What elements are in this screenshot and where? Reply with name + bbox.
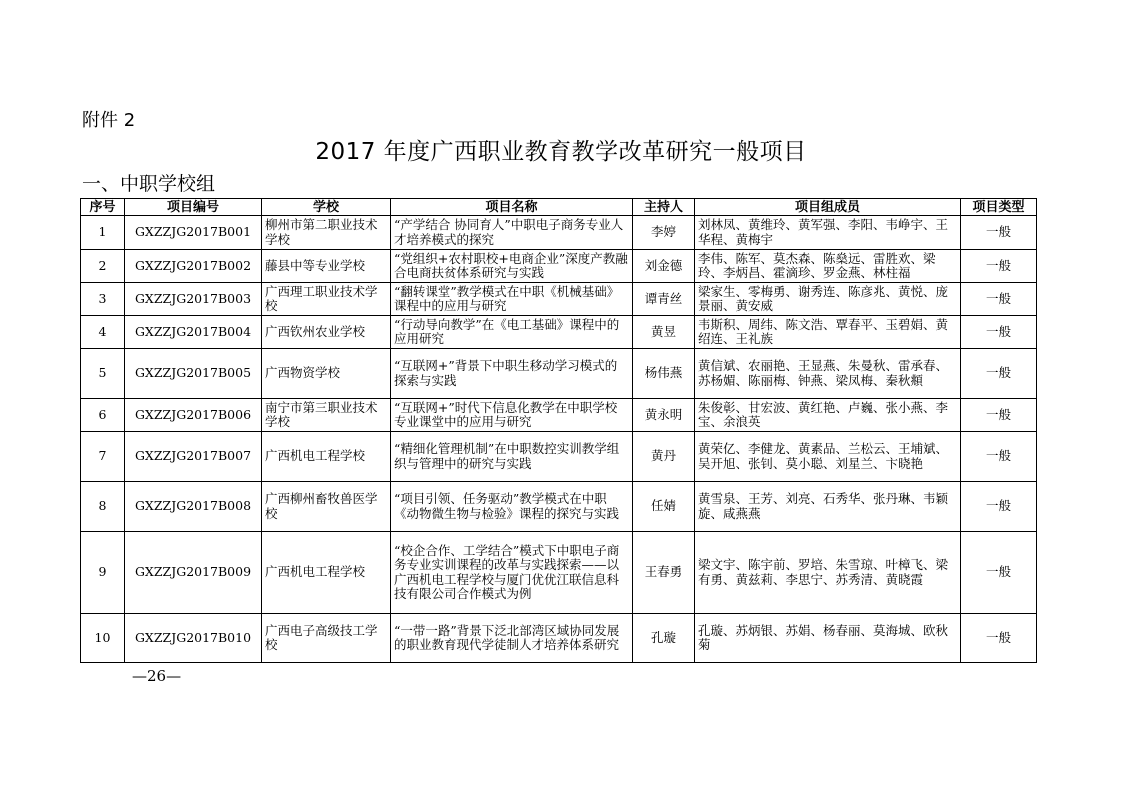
cell-members: 黄信斌、农丽艳、王显燕、朱曼秋、雷承春、苏杨媚、陈丽梅、钟燕、梁凤梅、秦秋頫 (695, 349, 961, 399)
cell-members: 黄荣亿、李健龙、黄素品、兰松云、王埔斌、吴开旭、张钊、莫小聪、刘星兰、卞晓艳 (695, 432, 961, 482)
table-row (81, 283, 1037, 316)
cell-no: 10 (81, 614, 125, 663)
cell-type: 一般 (961, 250, 1037, 283)
cell-members: 李伟、陈军、莫杰森、陈燊远、雷胜欢、梁玲、李炳昌、霍滴珍、罗金燕、林柱福 (695, 250, 961, 283)
table-header-row (81, 199, 1037, 216)
cell-school: 柳州市第二职业技术学校 (262, 216, 391, 250)
cell-no: 8 (81, 482, 125, 532)
cell-members: 朱俊彰、甘宏波、黄红艳、卢巍、张小燕、李宝、余浪英 (695, 399, 961, 432)
cell-code: GXZZJG2017B003 (125, 283, 262, 316)
table-row (81, 432, 1037, 482)
cell-no: 2 (81, 250, 125, 283)
cell-school: 广西物资学校 (262, 349, 391, 399)
header-school: 学校 (262, 199, 391, 216)
cell-name: “互联网+”背景下中职生移动学习模式的探索与实践 (391, 349, 633, 399)
page-number: —26— (132, 667, 182, 685)
cell-name: “项目引领、任务驱动”教学模式在中职《动物微生物与检验》课程的探究与实践 (391, 482, 633, 532)
cell-host: 王春勇 (633, 532, 695, 614)
header-type: 项目类型 (961, 199, 1037, 216)
cell-school: 广西钦州农业学校 (262, 316, 391, 349)
table-row (81, 250, 1037, 283)
cell-no: 9 (81, 532, 125, 614)
cell-type: 一般 (961, 349, 1037, 399)
cell-code: GXZZJG2017B004 (125, 316, 262, 349)
cell-host: 黄永明 (633, 399, 695, 432)
table-row (81, 399, 1037, 432)
cell-host: 李婷 (633, 216, 695, 250)
cell-members: 梁家生、零梅勇、谢秀连、陈彦兆、黄悦、庞景丽、黄安威 (695, 283, 961, 316)
cell-school: 广西理工职业技术学校 (262, 283, 391, 316)
cell-host: 黄丹 (633, 432, 695, 482)
cell-code: GXZZJG2017B010 (125, 614, 262, 663)
cell-host: 孔璇 (633, 614, 695, 663)
cell-host: 谭青丝 (633, 283, 695, 316)
cell-members: 黄雪泉、王芳、刘亮、石秀华、张丹琳、韦颖旋、咸燕燕 (695, 482, 961, 532)
section-title: 一、中职学校组 (82, 173, 216, 195)
cell-host: 任婧 (633, 482, 695, 532)
cell-school: 南宁市第三职业技术学校 (262, 399, 391, 432)
cell-no: 7 (81, 432, 125, 482)
cell-name: “一带一路”背景下泛北部湾区域协同发展的职业教育现代学徒制人才培养体系研究 (391, 614, 633, 663)
table-row (81, 216, 1037, 250)
cell-no: 1 (81, 216, 125, 250)
cell-type: 一般 (961, 316, 1037, 349)
cell-type: 一般 (961, 482, 1037, 532)
header-code: 项目编号 (125, 199, 262, 216)
cell-members: 刘林凤、黄维玲、黄军强、李阳、韦峥宇、王华程、黄梅宇 (695, 216, 961, 250)
table-row (81, 482, 1037, 532)
cell-members: 梁文宇、陈宇前、罗培、朱雪琼、叶樟飞、梁有勇、黄兹莉、李思宁、苏秀清、黄晓霞 (695, 532, 961, 614)
header-name: 项目名称 (391, 199, 633, 216)
header-members: 项目组成员 (695, 199, 961, 216)
cell-code: GXZZJG2017B001 (125, 216, 262, 250)
cell-name: “党组织+农村职校+电商企业”深度产教融合电商扶贫体系研究与实践 (391, 250, 633, 283)
cell-type: 一般 (961, 399, 1037, 432)
attachment-label: 附件 2 (82, 110, 136, 131)
cell-type: 一般 (961, 432, 1037, 482)
cell-members: 韦斯积、周纬、陈文浩、覃春平、玉碧娟、黄绍连、王礼族 (695, 316, 961, 349)
cell-type: 一般 (961, 216, 1037, 250)
cell-code: GXZZJG2017B005 (125, 349, 262, 399)
cell-name: “校企合作、工学结合”模式下中职电子商务专业实训课程的改革与实践探索——以广西机电工程学校与厦门优优江联信息科技有限公司合作模式为例 (391, 532, 633, 614)
cell-name: “翻转课堂”教学模式在中职《机械基础》课程中的应用与研究 (391, 283, 633, 316)
project-table (80, 198, 1037, 663)
header-host: 主持人 (633, 199, 695, 216)
cell-code: GXZZJG2017B002 (125, 250, 262, 283)
table-row (81, 349, 1037, 399)
cell-host: 刘金德 (633, 250, 695, 283)
table-row (81, 614, 1037, 663)
cell-no: 6 (81, 399, 125, 432)
cell-host: 黄昱 (633, 316, 695, 349)
cell-code: GXZZJG2017B009 (125, 532, 262, 614)
cell-name: “精细化管理机制”在中职数控实训教学组织与管理中的研究与实践 (391, 432, 633, 482)
cell-code: GXZZJG2017B006 (125, 399, 262, 432)
table-row (81, 316, 1037, 349)
cell-no: 3 (81, 283, 125, 316)
header-no: 序号 (81, 199, 125, 216)
cell-name: “互联网+”时代下信息化教学在中职学校专业课堂中的应用与研究 (391, 399, 633, 432)
cell-type: 一般 (961, 283, 1037, 316)
cell-no: 4 (81, 316, 125, 349)
cell-name: “行动导向教学”在《电工基础》课程中的应用研究 (391, 316, 633, 349)
cell-type: 一般 (961, 532, 1037, 614)
cell-name: “产学结合 协同育人”中职电子商务专业人才培养模式的探究 (391, 216, 633, 250)
cell-code: GXZZJG2017B007 (125, 432, 262, 482)
cell-school: 广西电子高级技工学校 (262, 614, 391, 663)
cell-school: 广西机电工程学校 (262, 532, 391, 614)
cell-school: 藤县中等专业学校 (262, 250, 391, 283)
cell-no: 5 (81, 349, 125, 399)
table-row (81, 532, 1037, 614)
document-title: 2017 年度广西职业教育教学改革研究一般项目 (315, 139, 807, 165)
cell-host: 杨伟燕 (633, 349, 695, 399)
cell-members: 孔璇、苏炳银、苏娟、杨春丽、莫海城、欧秋菊 (695, 614, 961, 663)
cell-school: 广西柳州畜牧兽医学校 (262, 482, 391, 532)
cell-type: 一般 (961, 614, 1037, 663)
cell-code: GXZZJG2017B008 (125, 482, 262, 532)
cell-school: 广西机电工程学校 (262, 432, 391, 482)
